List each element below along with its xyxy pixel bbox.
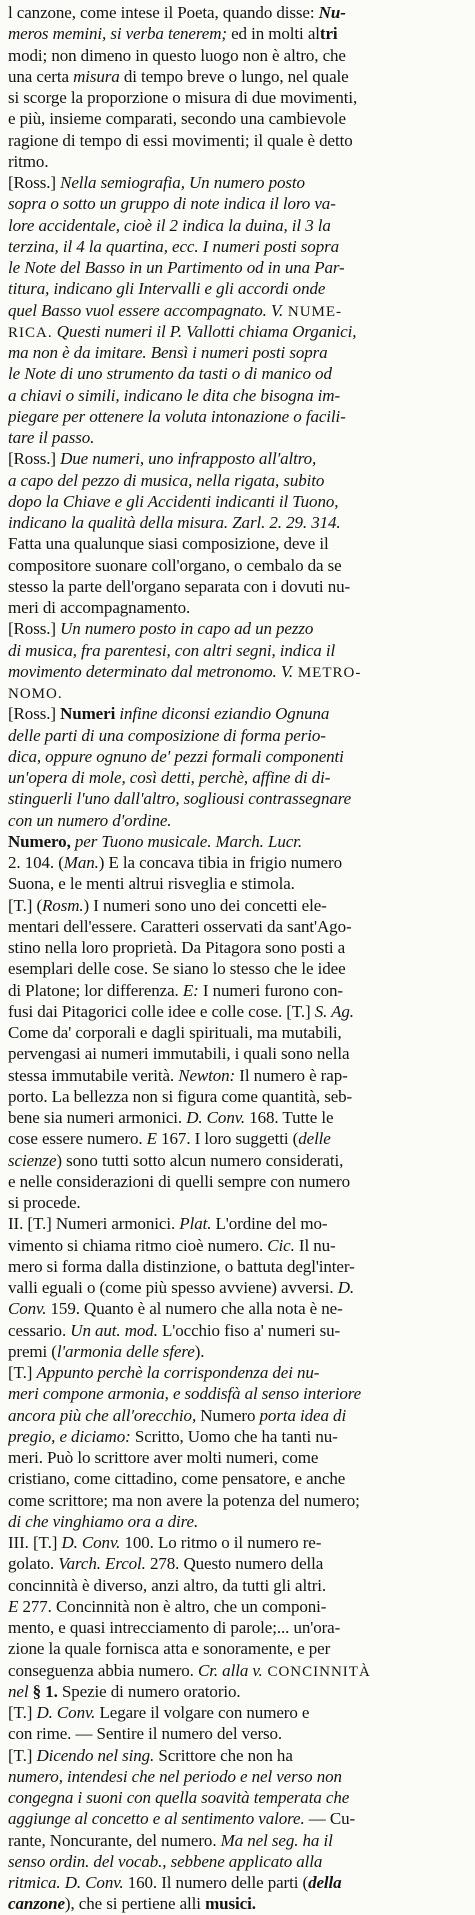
text-run: con rime. — Sentire il numero del verso. [8,1724,283,1744]
text-run: ragione di tempo di essi movimenti; il quale è detto [8,130,353,150]
text-run: indicano la qualità della misura. Zarl. 2. 29. 314. [8,513,341,532]
text-line [8,278,467,299]
text-run: 159. Quanto è al numero che alla nota è ne- [46,1299,343,1319]
text-run: tri [319,24,338,44]
text-line [8,1893,467,1914]
text-run: ). [194,1341,205,1361]
text-run: Man. [63,853,99,872]
text-line [8,1723,467,1744]
text-run: e nelle considerazioni di quelli sempre con numero [8,1171,350,1191]
text-line [8,1362,467,1383]
text-line [8,1617,467,1638]
text-run: Suona, e le menti altrui risveglia e stimola. [8,874,295,894]
text-line [8,1660,467,1681]
text-line [8,448,467,469]
text-run: E: [182,980,199,1000]
text-line [8,1086,467,1107]
text-run: II. [T.] Numeri armonici. [8,1214,180,1234]
text-line [8,215,467,236]
text-run: modi; non dimeno in questo luogo non è altro, che [8,45,346,65]
text-run: come scrittore; ma non avere la potenza del numero; [8,1490,360,1510]
text-run: RICA. [8,324,53,341]
text-run: [Ross.] [8,704,61,724]
text-line [8,87,467,108]
text-run: dopo la Chiave e gli Accidenti indicanti il Tuono, [8,491,339,511]
text-line [8,873,467,894]
text-line [8,23,467,44]
text-line [8,682,467,703]
text-run: cose essere numero. [8,1129,147,1149]
text-run: Plat. [179,1214,212,1234]
text-line [8,810,467,831]
text-run: per Tuono musicale. March. Lucr. [70,831,302,851]
text-run: [T.] ( [8,895,43,915]
text-line [8,1553,467,1574]
text-run: di musica, fra parentesi, con altri segni, indica il [8,640,336,660]
text-run: l canzone, come intese il Poeta, quando disse: [8,3,319,22]
text-run: ancora più che all'orecchio, [8,1405,197,1425]
text-run: cristiano, come cittadino, come pensatore, e anche [8,1469,346,1489]
text-run: a capo del pezzo di musica, nella rigata, subito [8,470,325,490]
text-line [8,363,467,384]
text-line [8,1065,467,1086]
text-run: D. Conv. [61,1533,121,1552]
text-line [8,1851,467,1872]
text-run: ed in molti al [226,24,320,44]
text-line [8,640,467,661]
text-run: con un numero d'ordine. [8,810,172,830]
text-run: stinguerli l'uno dall'altro, sogliousi contrassegnare [8,789,352,809]
text-line [8,193,467,214]
text-line [8,1128,467,1149]
text-run: Fatta una qualunque siasi composizione, deve il [8,534,329,554]
text-run: titura, indicano gli Intervalli e gli accordi onde [8,279,326,299]
text-run: sopra o sotto un gruppo di note indica il loro va- [8,194,336,214]
text-line [8,1192,467,1213]
text-line [8,895,467,916]
text-run: mento, e quasi intrecciamento di parole;... un'ora- [8,1618,341,1637]
text-line [8,1702,467,1723]
text-run: ), che si pertiene alli [64,1894,206,1914]
text-line [8,937,467,958]
text-run: concinnità è diverso, anzi altro, da tutti gli altri. [8,1575,327,1595]
text-run: golato. [8,1554,59,1574]
text-run: canzone [8,1894,65,1914]
text-run: vimento si chiama ritmo cioè numero. [8,1235,268,1255]
text-run: D. [337,1278,355,1297]
text-line [8,151,467,172]
text-run: meros memini, si verba tenerem; [8,24,227,44]
text-run: 277. Concinnità non è altro, che un componi- [18,1596,327,1616]
text-line [8,1256,467,1277]
text-run: conseguenza abbia numero. [8,1660,198,1680]
text-run: meri compone armonia, e soddisfà al senso interiore [8,1384,362,1404]
text-line [8,1468,467,1489]
text-run: di Platone; lor differenza. [8,980,183,1000]
text-line [8,1490,467,1511]
text-run: dica, oppure ognuno de' pezzi formali componenti [8,746,344,766]
text-run: Nu- [318,3,346,22]
text-line [8,1022,467,1043]
text-line [8,385,467,406]
text-run: Dicendo nel sing. [36,1745,155,1765]
text-run: una certa [8,66,74,86]
text-run: senso ordin. del vocab., sebbene applicato alla [8,1851,323,1871]
text-line [8,1341,467,1362]
text-line [8,1426,467,1447]
text-run: Rosm. [42,895,84,915]
text-line [8,555,467,576]
text-run: le Note di uno strumento da tasti o di manico od [8,364,332,384]
text-run: ma non è da imitare. Bensì i numeri posti sopra [8,343,328,362]
text-run: congegna i suoni con quella soavità temperata che [8,1788,350,1807]
text-line [8,512,467,533]
text-line [8,1405,467,1426]
text-run: si scorge la proporzione o misura di due movimenti, [8,88,358,107]
text-run: meri di accompagnamento. [8,598,191,617]
text-line [8,1808,467,1829]
text-run: D. Conv. [36,1703,96,1722]
text-line [8,703,467,724]
text-line [8,1681,467,1702]
text-line [8,1043,467,1064]
text-run: cessario. [8,1320,71,1340]
text-line [8,1001,467,1022]
text-line [8,108,467,129]
text-run: stino nella loro proprietà. Da Pitagora sono posti a [8,938,346,957]
text-line [8,406,467,427]
text-run: nel [8,1681,29,1701]
text-run: Il numero è rap- [235,1065,348,1085]
text-run: 2. 104. ( [8,853,64,872]
text-run: Due numeri, uno infrapposto all'altro, [60,449,317,469]
text-line [8,1511,467,1532]
text-line [8,1638,467,1659]
text-run: lore accidentale, cioè il 2 indica la duina, il 3 la [8,215,331,235]
text-run: ritmo. [8,151,49,171]
text-run: aggiunge al concetto e al sentimento valore. [8,1809,305,1829]
text-run: Scrittore che non ha [154,1745,293,1765]
text-run: si procede. [8,1193,81,1212]
text-run: Varch. Ercol. [58,1554,146,1574]
text-run: [T.] [8,1745,37,1765]
text-run: L'occhio fiso a' numeri su- [157,1320,341,1340]
text-run: Numero, [8,831,71,851]
text-run: bene sia numeri armonici. [8,1108,187,1127]
text-run: valli eguali o (come più spesso avviene) avversi. [8,1278,338,1297]
text-line [8,321,467,342]
text-line [8,1745,467,1766]
text-run: Un numero posto in capo ad un pezzo [60,619,314,639]
text-run: 168. Tutte le [245,1108,334,1127]
text-run: S. Ag. [314,1001,354,1021]
text-run: premi ( [8,1341,57,1361]
text-line [8,491,467,512]
text-run: delle parti di una composizione di forma perio- [8,725,326,745]
text-run: porta idea di [259,1405,347,1425]
text-line [8,257,467,278]
text-run: CONCINNITÀ [262,1663,371,1680]
text-run: [Ross.] [8,619,61,639]
text-run: meri. Può lo scrittore aver molti numeri, come [8,1448,319,1467]
text-run: musici. [205,1894,256,1914]
text-run: Cr. alla v. [198,1660,263,1680]
text-line [8,1575,467,1596]
text-run: Appunto perchè la corrispondenza dei nu- [36,1363,320,1382]
text-run: [Ross.] [8,173,61,192]
text-run: [T.] [8,1703,37,1722]
text-line [8,767,467,788]
text-line [8,1320,467,1341]
text-run: Ma nel seg. ha il [220,1830,333,1850]
text-run: quel Basso vuol essere accompagnato. V. [8,300,284,320]
text-run: stessa immutabile verità. [8,1065,179,1085]
text-line [8,661,467,682]
text-run: [Ross.] [8,449,61,469]
text-run: 167. I loro suggetti ( [156,1129,299,1149]
text-run: 160. Il numero delle parti ( [123,1873,309,1892]
text-run: Legare il volgare con numero e [95,1703,310,1722]
text-run: Nella semiografia, Un numero posto [60,173,305,192]
text-run: L'ordine del mo- [211,1214,328,1234]
text-run: Conv. [8,1299,47,1319]
text-run: porto. La bellezza non si figura come quantità, seb- [8,1086,353,1106]
text-line [8,1383,467,1404]
text-run: tare il passo. [8,428,95,447]
text-run: NOMO. [8,686,63,702]
text-line [8,1150,467,1171]
text-line [8,746,467,767]
text-line [8,236,467,257]
text-run: fusi dai Pitagorici colle idee e colle cose. [T.] [8,1001,315,1021]
text-run: mero si forma dalla distinzione, o battuta degl'inter- [8,1256,355,1276]
text-run: ) I numeri sono uno dei concetti ele- [83,895,327,915]
text-run: a chiavi o simili, indicano le dita che bisogna im- [8,385,341,405]
text-run: Spezie di numero oratorio. [57,1681,241,1701]
text-run: della [308,1873,342,1892]
text-line [8,66,467,87]
text-line [8,1107,467,1128]
text-run: piegare per ottenere la voluta intonazione o facili- [8,406,346,426]
text-run: ritmica. D. Conv. [8,1873,124,1892]
text-run: di tempo breve o lungo, nel quale [119,66,349,86]
text-run: di che vinghiamo ora a dire. [8,1511,199,1531]
text-run: delle [298,1129,331,1149]
text-run: — Cu- [304,1809,356,1829]
text-line [8,1766,467,1787]
text-run: Scritto, Uomo che ha tanti nu- [130,1426,338,1446]
text-run: § 1. [28,1681,58,1701]
text-line [8,576,467,597]
text-run: 278. Questo numero della [145,1554,324,1574]
text-line [8,852,467,873]
text-line [8,1447,467,1468]
text-line [8,1171,467,1192]
text-line [8,1872,467,1893]
text-line [8,1213,467,1234]
text-run: III. [T.] [8,1533,62,1552]
text-run: mentari dell'essere. Caratteri osservati da sant'Ago- [8,916,352,936]
text-run: scienze [8,1150,57,1170]
text-line [8,1830,467,1851]
text-line [8,1596,467,1617]
text-run: Questi numeri il P. Vallotti chiama Organici, [52,321,357,341]
text-line [8,958,467,979]
text-line [8,130,467,151]
text-line [8,1277,467,1298]
text-run: pervengasi ai numeri immutabili, i quali sono nella [8,1044,350,1064]
text-line [8,300,467,321]
text-line [8,2,467,23]
text-run: numero, intendesi che nel periodo e nel verso non [8,1766,342,1786]
text-line [8,470,467,491]
text-run: stesso la parte dell'organo separata con i dovuti nu- [8,576,351,596]
text-run: esemplari delle cose. Se siano lo stesso che le idee [8,959,346,979]
text-run: terzina, il 4 la quartina, ecc. I numeri posti sopra [8,236,340,256]
text-line [8,45,467,66]
text-run: Numero [196,1405,260,1425]
text-line [8,1787,467,1808]
text-run: Il nu- [294,1235,336,1255]
text-line [8,427,467,448]
text-line [8,342,467,363]
text-run: E [8,1596,19,1616]
text-run: [T.] [8,1363,37,1382]
text-run: pregio, e diciamo: [8,1426,131,1446]
text-run: l'armonia delle sfere [56,1341,195,1361]
text-run: Numeri [60,704,116,724]
text-run: rante, Noncurante, del numero. [8,1830,221,1850]
text-line [8,172,467,193]
text-line [8,831,467,852]
text-run: infine diconsi eziandio Ognuna [115,704,330,724]
text-line [8,788,467,809]
text-run: Newton: [178,1065,236,1085]
text-run: movimento determinato dal metronomo. V. [8,661,294,681]
text-run: compositore suonare coll'organo, o cembalo da se [8,555,342,575]
text-run: D. Conv. [186,1108,246,1127]
text-run: ) sono tutti sotto alcun numero considerati, [56,1150,344,1170]
text-line [8,1298,467,1319]
text-line [8,533,467,554]
text-run: zione la quale fornisca atta e sonoramente, e per [8,1639,331,1659]
text-run: Un aut. mod. [70,1320,158,1340]
text-line [8,1235,467,1256]
text-line [8,618,467,639]
text-run: NUME- [283,303,343,320]
text-run: misura [73,66,120,86]
text-run: E [146,1129,157,1149]
text-run: 100. Lo ritmo o il numero re- [120,1533,322,1552]
text-run: Cic. [267,1235,295,1255]
text-run: un'opera di mole, così detti, perchè, affine di di- [8,768,331,787]
text-line [8,725,467,746]
text-line [8,1532,467,1553]
text-run: ) E la concava tibia in frigio numero [98,853,342,872]
text-line [8,597,467,618]
text-run: e più, insieme comparati, secondo una cambievole [8,109,346,129]
text-line [8,916,467,937]
text-run: I numeri furono con- [198,980,343,1000]
text-line [8,980,467,1001]
text-run: METRO- [293,664,362,681]
text-run: Come da' corporali e dagli spirituali, ma mutabili, [8,1023,342,1042]
text-run: le Note del Basso in un Partimento od in una Par- [8,258,345,277]
